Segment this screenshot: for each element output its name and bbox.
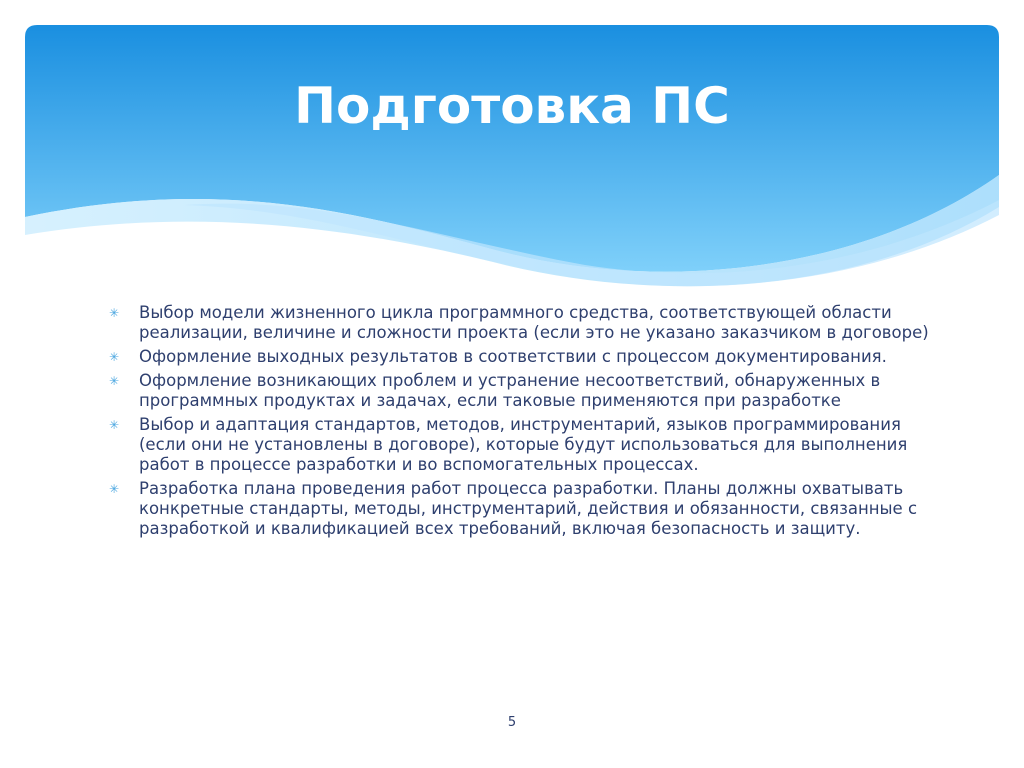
list-item — [104, 303, 934, 343]
asterisk-icon: ✳ — [109, 306, 120, 320]
asterisk-icon: ✳ — [109, 374, 120, 388]
header-banner — [25, 25, 999, 295]
asterisk-icon: ✳ — [109, 482, 120, 496]
list-item — [104, 479, 934, 539]
page-number: 5 — [507, 715, 517, 730]
slide-title: Подготовка ПС — [294, 77, 730, 135]
list-item — [104, 347, 934, 367]
list-item — [104, 371, 934, 411]
list-item-text: Выбор и адаптация стандартов, методов, инструментарий, языков программирования (если они не установлены в договоре), которые будут использоваться для выполнения работ в процессе разработки и во вспомогательных процессах. — [139, 415, 908, 474]
list-item-text: Оформление возникающих проблем и устранение несоответствий, обнаруженных в программных продуктах и задачах, если таковые применяются при разработке — [139, 371, 881, 410]
wave-background — [25, 25, 999, 295]
bullet-list — [104, 303, 934, 543]
asterisk-icon: ✳ — [109, 418, 120, 432]
asterisk-icon: ✳ — [109, 350, 120, 364]
list-item-text: Разработка плана проведения работ процесса разработки. Планы должны охватывать конкретные стандарты, методы, инструментарий, действия и обязанности, связанные с разработкой и квалификацией всех требований, включая безопасность и защиту. — [139, 479, 918, 538]
list-item — [104, 415, 934, 475]
list-item-text: Выбор модели жизненного цикла программного средства, соответствующей области реализации, величине и сложности проекта (если это не указано заказчиком в договоре) — [139, 303, 929, 342]
list-item-text: Оформление выходных результатов в соответствии с процессом документирования. — [139, 347, 887, 366]
